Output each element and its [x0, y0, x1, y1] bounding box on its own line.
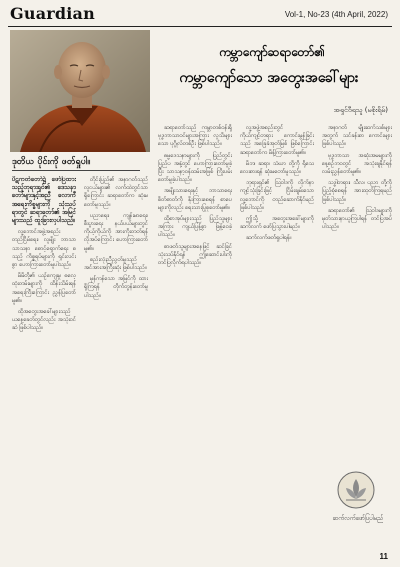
paragraph: ထိုစာအုပ်များသည် ပြည်သူများအကြား ကျယ်ပြန့်စွာ ဖြန့်ဝေခဲ့ပါသည်။: [158, 216, 232, 239]
lotus-emblem-icon: [336, 470, 376, 510]
paragraph: ဓမ္မဒေသနာများကို ပြည်တွင်းပြည်ပ အနှံ့တွင် ဟောကြားတော်မူခဲ့ပြီး သာသနာ့ဝန်ထမ်းအဖြစ် ကြိုးပမ်းတော်မူခဲ့ပါသည်။: [158, 152, 232, 184]
monk-portrait-photo: [10, 30, 150, 152]
paragraph: မိမိတို့၏ ယဉ်ကျေးမှု ဓလေ့ထုံးတမ်းများကို ထိန်းသိမ်းရန် အရေးကြီးကြောင်း ညွှန်ပြတော်မူ၏။: [12, 273, 76, 304]
paragraph: မိဘ၊ ဆရာ၊ သံဃာ တို့ကို ရိုသေလေးစားရန် ဆုံးမတော်မူသည်။: [240, 160, 314, 176]
issue-info: Vol-1, No-23 (4th April, 2022): [284, 10, 388, 19]
paragraph: ဆက်လက်ဖတ်ရှုပါရန်။: [246, 235, 292, 242]
paragraph: ထိုအတွေးအခေါ်များသည် ယနေ့ခေတ်တွင်လည်း အသုံးဝင်ဆဲ ဖြစ်ပါသည်။: [12, 309, 76, 332]
newspaper-logo: Guardian: [10, 4, 95, 23]
paragraph: မှန်ကန်သော အမြင်ကို ထားရှိကြရန် တိုက်တွန်းတော်မူပါသည်။: [84, 276, 148, 299]
paragraph: ဆရာတော်၏ ဩဝါဒများကို မှတ်သားနာယူကြပါရန် တင်ပြအပ်ပါသည်။: [322, 207, 392, 231]
paragraph: စည်းလုံးညီညွတ်မှုသည် အင်အားအကြီးဆုံး ဖြစ်ပါသည်။: [84, 256, 147, 272]
article-column-4: [240, 124, 314, 546]
paragraph: ဤသို့ အတွေးအခေါ်များကို ဆက်လက် ဖော်ပြသွားပါမည်။: [240, 216, 314, 231]
headline: ကမ္ဘာကျော်သော အတွေးအခေါ်များ: [179, 70, 359, 86]
paragraph: သဒ္ဓါတရား၊ သီလ၊ ပညာ တို့ကို ပြည့်စုံစေရန် အားထုတ်ကြရမည် ဖြစ်ပါသည်။: [322, 180, 392, 203]
paragraph: ပိဋကတ်တော်၌ ဖော်ပြထားသည့်ဘုရားရှင်၏ ဒေသနာတော်များနှင့်အညီ လောကီအရေးကိစ္စများကို သုံးသပ်ရာတွင် ဆရာတော်၏ အမြင်များသည် ထူးခြားလှပါသည်။: [12, 176, 76, 225]
headline-block: [150, 36, 388, 118]
author-byline: အရှင်ဝီရသူ (မစိုးရိမ်): [333, 106, 388, 114]
article-column-5: [322, 124, 392, 464]
paragraph: လူ့ဘောင်အဖွဲ့အစည်း တည်ငြိမ်ရေး၊ လူမျိုး ဘာသာ သာသနာ စောင့်ရှောက်ရေး စသည့် ကိစ္စရပ်များကို ရှင်းလင်းစွာ ဟောကြားတော်မူပါသည်။: [12, 229, 76, 269]
continued-note: ဆက်လက်ဖော်ပြပါမည်: [332, 515, 384, 522]
article-column-3: [158, 124, 232, 546]
paragraph: အနာဂတ် မျိုးဆက်သစ်များအတွက် သင်ခန်းစာ ကောင်းများ ဖြစ်ပါသည်။: [322, 125, 392, 148]
paragraph: အမျိုးသားရေးနှင့် ဘာသာရေး စိတ်ဓာတ်ကို နိုးကြားစေရန် စာပေများကိုလည်း ရေးသားပြုစုတော်မူ၏။: [158, 188, 232, 211]
pre-title: ကမ္ဘာကျော်ဆရာတော်၏: [219, 45, 325, 59]
paragraph: ပညာရေး၊ ကျန်းမာရေး၊ စီးပွားရေး နယ်ပယ်များတွင် ကိုယ့်ကိုယ်ကို အားကိုးတတ်ရန် လိုအပ်ကြောင်း ဟောကြားတော်မူ၏။: [84, 212, 148, 252]
paragraph: ဗုဒ္ဓဘာသာ အဆုံးအမများကို နေ့စဉ်ဘဝတွင် အသုံးချနိုင်ရန် လမ်းညွှန်တော်မူ၏။: [322, 152, 392, 176]
photo-caption: ဒုတိယ ပိုင်းကို ဖတ်ရှုပါ။: [12, 157, 91, 167]
paragraph: ဆရာတော်သည် ကမ္ဘာတစ်ဝန်းရှိ ဗုဒ္ဓဘာသာဝင်များအကြား လူသိများသော ပုဂ္ဂိုလ်တစ်ဦး ဖြစ်ပါသည်။: [158, 125, 232, 148]
page-number: 11: [379, 552, 388, 561]
article-column-2: [84, 176, 148, 546]
paragraph: ဘုရားရှင်၏ ဩဝါဒကို လိုက်နာကျင့်သုံးခြင်းဖြင့် ငြိမ်းချမ်းသော လူ့ဘောင်ကို တည်ဆောက်နိုင်မည် ဖြစ်ပါသည်။: [240, 180, 314, 211]
masthead: [8, 4, 392, 27]
paragraph: လူ့အဖွဲ့အစည်းတွင် ကိုယ်ကျင့်တရား ကောင်းမွန်ခြင်းသည် အခြေခံအုတ်မြစ် ဖြစ်ကြောင်း ဆရာတော်က မိန့်ကြားတော်မူ၏။: [240, 125, 314, 156]
portrait-illustration: [10, 30, 150, 152]
article-column-1: [12, 176, 76, 546]
paragraph: စာဖတ်သူများအနေဖြင့် ဆင်ခြင်သုံးသပ်နိုင်ရန် ဤဆောင်းပါးကို တင်ပြလိုက်ရပါသည်။: [158, 243, 232, 267]
paragraph: တိုင်းပြည်၏ အနာဂတ်သည် လူငယ်များ၏ လက်ထဲတွင်သာ ရှိကြောင်း ဆရာတော်က ဆုံးမတော်မူသည်။: [84, 177, 148, 208]
caption-divider: [12, 170, 140, 171]
